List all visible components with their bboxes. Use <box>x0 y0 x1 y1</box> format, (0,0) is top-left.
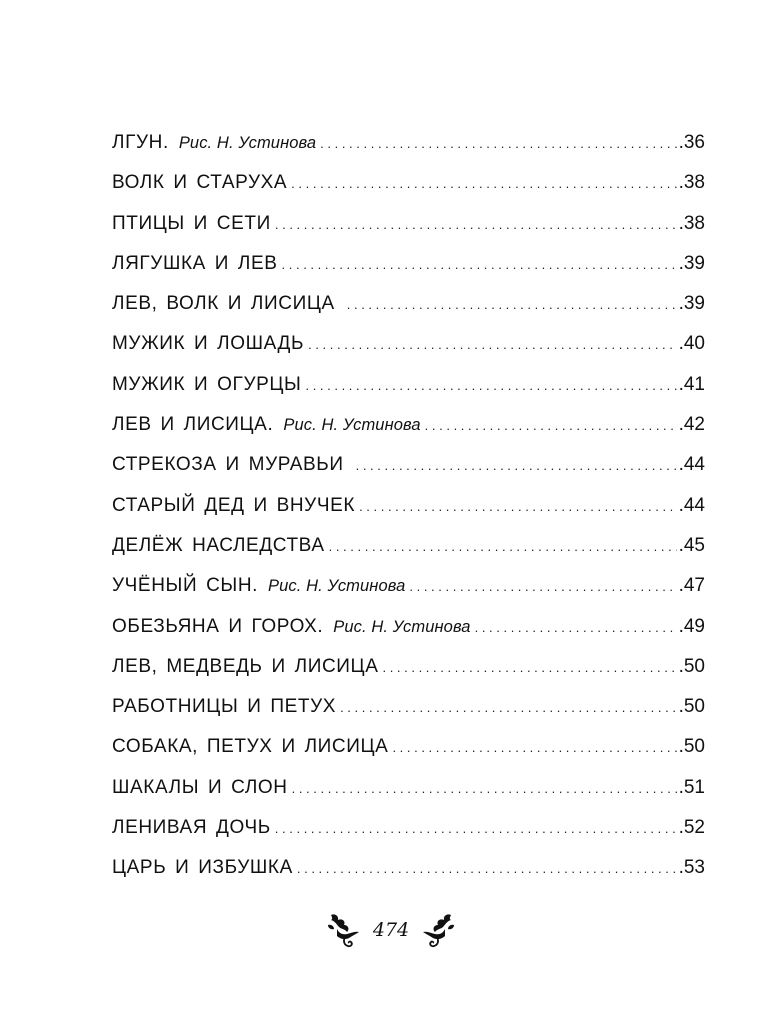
toc-entry[interactable] <box>112 857 705 897</box>
dot-leader <box>329 539 677 554</box>
entry-page: .50 <box>678 696 705 718</box>
entry-title: ЛЕВ И ЛИСИЦА. <box>112 414 274 436</box>
entry-page: .50 <box>678 655 705 677</box>
toc-entry[interactable] <box>112 777 705 817</box>
entry-credit: Рис. Н. Устинова <box>268 577 406 596</box>
entry-page: .41 <box>678 373 705 395</box>
entry-page: .39 <box>678 293 705 315</box>
toc-entry[interactable] <box>112 495 705 535</box>
entry-title: ЦАРЬ И ИЗБУШКА <box>112 857 293 879</box>
toc-entry[interactable] <box>112 575 705 615</box>
entry-page: .40 <box>678 333 705 355</box>
entry-title: МУЖИК И ЛОШАДЬ <box>112 333 305 355</box>
dot-leader <box>297 861 677 876</box>
entry-credit: Рис. Н. Устинова <box>333 617 471 636</box>
dot-leader <box>320 136 676 151</box>
dot-leader <box>347 297 677 312</box>
entry-page: .47 <box>678 575 705 597</box>
toc-entry[interactable] <box>112 172 705 212</box>
entry-page: .45 <box>678 534 705 556</box>
dot-leader <box>275 217 677 232</box>
entry-page: .44 <box>678 494 705 516</box>
dot-leader <box>382 660 676 675</box>
toc-entry[interactable] <box>112 656 705 696</box>
entry-title: УЧЁНЫЙ СЫН. <box>112 575 259 597</box>
entry-title: ЛЯГУШКА И ЛЕВ <box>112 252 278 274</box>
entry-page: .49 <box>678 615 705 637</box>
entry-page: .38 <box>678 212 705 234</box>
entry-title: ВОЛК И СТАРУХА <box>112 172 288 194</box>
floral-ornament-icon <box>325 911 365 949</box>
entry-page: .51 <box>678 776 705 798</box>
entry-title: СТАРЫЙ ДЕД И ВНУЧЕК <box>112 494 356 516</box>
dot-leader <box>340 700 677 715</box>
toc-entry[interactable] <box>112 132 705 172</box>
entry-title: СОБАКА, ПЕТУХ И ЛИСИЦА <box>112 736 389 758</box>
toc-entry[interactable] <box>112 535 705 575</box>
dot-leader <box>292 781 677 796</box>
entry-title: ЛЕНИВАЯ ДОЧЬ <box>112 817 271 839</box>
entry-title: ЛГУН. <box>112 132 169 153</box>
toc-entry[interactable] <box>112 213 705 253</box>
toc-entry[interactable] <box>112 616 705 656</box>
dot-leader <box>356 458 677 473</box>
entry-title: ЛЕВ, ВОЛК И ЛИСИЦА <box>112 293 335 315</box>
page-footer <box>0 911 782 949</box>
toc-entry[interactable] <box>112 414 705 454</box>
entry-title: СТРЕКОЗА И МУРАВЬИ <box>112 454 344 476</box>
toc-entry[interactable] <box>112 253 705 293</box>
entry-title: ДЕЛЁЖ НАСЛЕДСТВА <box>112 534 325 556</box>
entry-page: .36 <box>678 132 705 153</box>
dot-leader <box>475 620 677 635</box>
entry-credit: Рис. Н. Устинова <box>178 134 317 152</box>
toc-entry[interactable] <box>112 736 705 776</box>
table-of-contents <box>112 132 705 898</box>
page-number: 474 <box>372 919 410 941</box>
entry-title: МУЖИК И ОГУРЦЫ <box>112 373 302 395</box>
dot-leader <box>282 257 677 272</box>
entry-title: ПТИЦЫ И СЕТИ <box>112 212 271 234</box>
dot-leader <box>409 579 676 594</box>
toc-entry[interactable] <box>112 293 705 333</box>
toc-entry[interactable] <box>112 374 705 414</box>
dot-leader <box>359 499 677 514</box>
entry-page: .50 <box>678 736 705 758</box>
entry-page: .38 <box>678 172 705 194</box>
toc-entry[interactable] <box>112 454 705 494</box>
toc-entry[interactable] <box>112 696 705 736</box>
entry-credit: Рис. Н. Устинова <box>283 416 421 435</box>
entry-title: ОБЕЗЬЯНА И ГОРОХ. <box>112 615 324 637</box>
entry-title: РАБОТНИЦЫ И ПЕТУХ <box>112 696 337 718</box>
entry-page: .39 <box>678 252 705 274</box>
entry-page: .53 <box>678 857 705 879</box>
floral-ornament-icon <box>417 911 457 949</box>
entry-page: .44 <box>678 454 705 476</box>
toc-entry[interactable] <box>112 817 705 857</box>
dot-leader <box>291 176 676 191</box>
entry-page: .42 <box>678 414 705 436</box>
entry-page: .52 <box>678 817 705 839</box>
entry-title: ЛЕВ, МЕДВЕДЬ И ЛИСИЦА <box>112 655 379 677</box>
dot-leader <box>308 337 676 352</box>
dot-leader <box>305 378 676 393</box>
entry-title: ШАКАЛЫ И СЛОН <box>112 776 288 798</box>
dot-leader <box>275 821 677 836</box>
dot-leader <box>392 740 676 755</box>
dot-leader <box>425 418 677 433</box>
toc-entry[interactable] <box>112 333 705 373</box>
